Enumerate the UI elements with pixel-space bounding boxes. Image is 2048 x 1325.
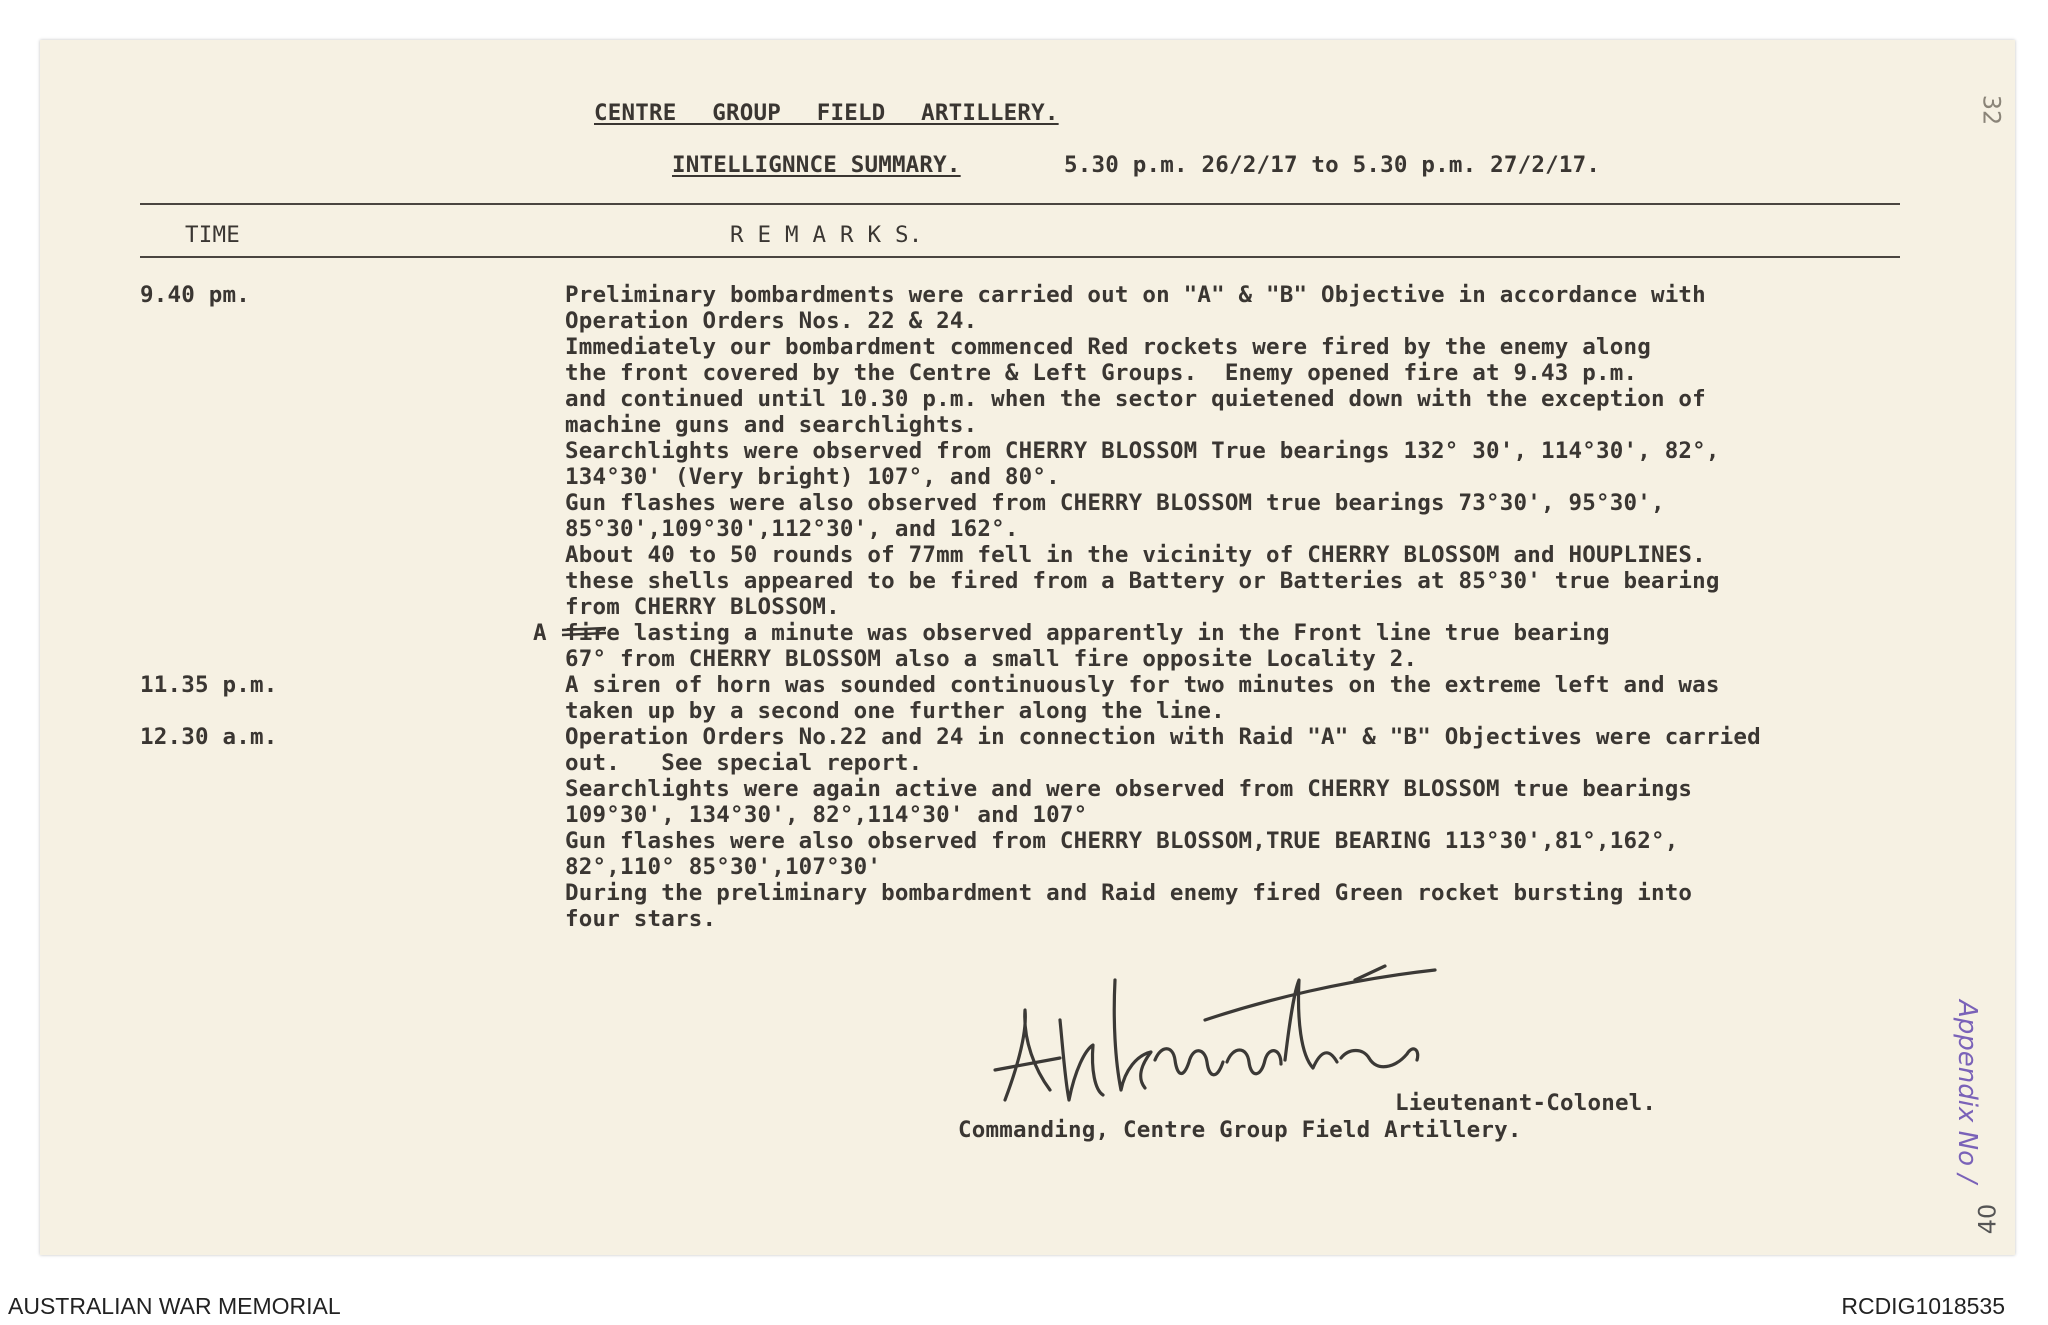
summary-label: INTELLIGNNCE SUMMARY.	[672, 152, 961, 178]
footer-identifier: RCDIG1018535	[1841, 1293, 2005, 1319]
remark-line: During the preliminary bombardment and Raid enemy fired Green rocket bursting into	[565, 880, 1693, 906]
appendix-annotation: Appendix No /	[1952, 1000, 1982, 1184]
remark-line: Immediately our bombardment commenced Red rockets were fired by the enemy along	[565, 334, 1651, 360]
entry-remarks	[565, 724, 1761, 932]
column-header-time: TIME	[185, 222, 240, 248]
remark-line: taken up by a second one further along the line.	[565, 698, 1225, 724]
remark-line: 85°30',109°30',112°30', and 162°.	[565, 516, 1019, 542]
remark-line: fire lasting a minute was observed apparently in the Front line true bearing	[565, 620, 1610, 646]
header-rule-bottom	[140, 256, 1900, 258]
header-rule-top	[140, 203, 1900, 205]
remark-line: these shells appeared to be fired from a Battery or Batteries at 85°30' true bearing	[565, 568, 1720, 594]
remark-line: machine guns and searchlights.	[565, 412, 978, 438]
remark-line: Searchlights were again active and were observed from CHERRY BLOSSOM true bearings	[565, 776, 1693, 802]
folio-number-top: 32	[1977, 94, 2006, 126]
remark-line: four stars.	[565, 906, 717, 932]
remark-line: from CHERRY BLOSSOM.	[565, 594, 840, 620]
signatory-rank: Lieutenant-Colonel.	[1395, 1090, 1657, 1116]
remark-line: 67° from CHERRY BLOSSOM also a small fire opposite Locality 2.	[565, 646, 1418, 672]
entry-time: 12.30 a.m.	[140, 724, 278, 750]
inserted-mark: A	[533, 620, 547, 646]
struck-word	[560, 620, 610, 642]
remark-line: 109°30', 134°30', 82°,114°30' and 107°	[565, 802, 1088, 828]
remark-line: Gun flashes were also observed from CHERRY BLOSSOM,TRUE BEARING 113°30',81°,162°,	[565, 828, 1679, 854]
footer-institution: AUSTRALIAN WAR MEMORIAL	[8, 1293, 341, 1319]
entry-remarks	[565, 672, 1720, 724]
remark-line: out. See special report.	[565, 750, 923, 776]
remark-line: About 40 to 50 rounds of 77mm fell in the vicinity of CHERRY BLOSSOM and HOUPLINES.	[565, 542, 1706, 568]
summary-period: 5.30 p.m. 26/2/17 to 5.30 p.m. 27/2/17.	[1064, 152, 1601, 178]
document-title: CENTRE GROUP FIELD ARTILLERY.	[594, 100, 1059, 126]
folio-number-bottom: 40	[1973, 1203, 2002, 1235]
remark-line: 134°30' (Very bright) 107°, and 80°.	[565, 464, 1060, 490]
entry-remarks	[565, 282, 1720, 672]
remark-line: and continued until 10.30 p.m. when the sector quietened down with the exception of	[565, 386, 1706, 412]
remark-line: Preliminary bombardments were carried out on "A" & "B" Objective in accordance with	[565, 282, 1706, 308]
entry-time: 9.40 pm.	[140, 282, 250, 308]
remark-line: Operation Orders No.22 and 24 in connection with Raid "A" & "B" Objectives were carried	[565, 724, 1761, 750]
remark-line: Gun flashes were also observed from CHERRY BLOSSOM true bearings 73°30', 95°30',	[565, 490, 1665, 516]
remark-line: Searchlights were observed from CHERRY BLOSSOM True bearings 132° 30', 114°30', 82°,	[565, 438, 1720, 464]
column-header-remarks: R E M A R K S.	[730, 222, 923, 248]
remark-line: A siren of horn was sounded continuously for two minutes on the extreme left and was	[565, 672, 1720, 698]
remark-line: the front covered by the Centre & Left Groups. Enemy opened fire at 9.43 p.m.	[565, 360, 1638, 386]
remark-line: 82°,110° 85°30',107°30'	[565, 854, 882, 880]
entry-time: 11.35 p.m.	[140, 672, 278, 698]
signatory-command: Commanding, Centre Group Field Artillery.	[958, 1117, 1522, 1143]
remark-line: Operation Orders Nos. 22 & 24.	[565, 308, 978, 334]
